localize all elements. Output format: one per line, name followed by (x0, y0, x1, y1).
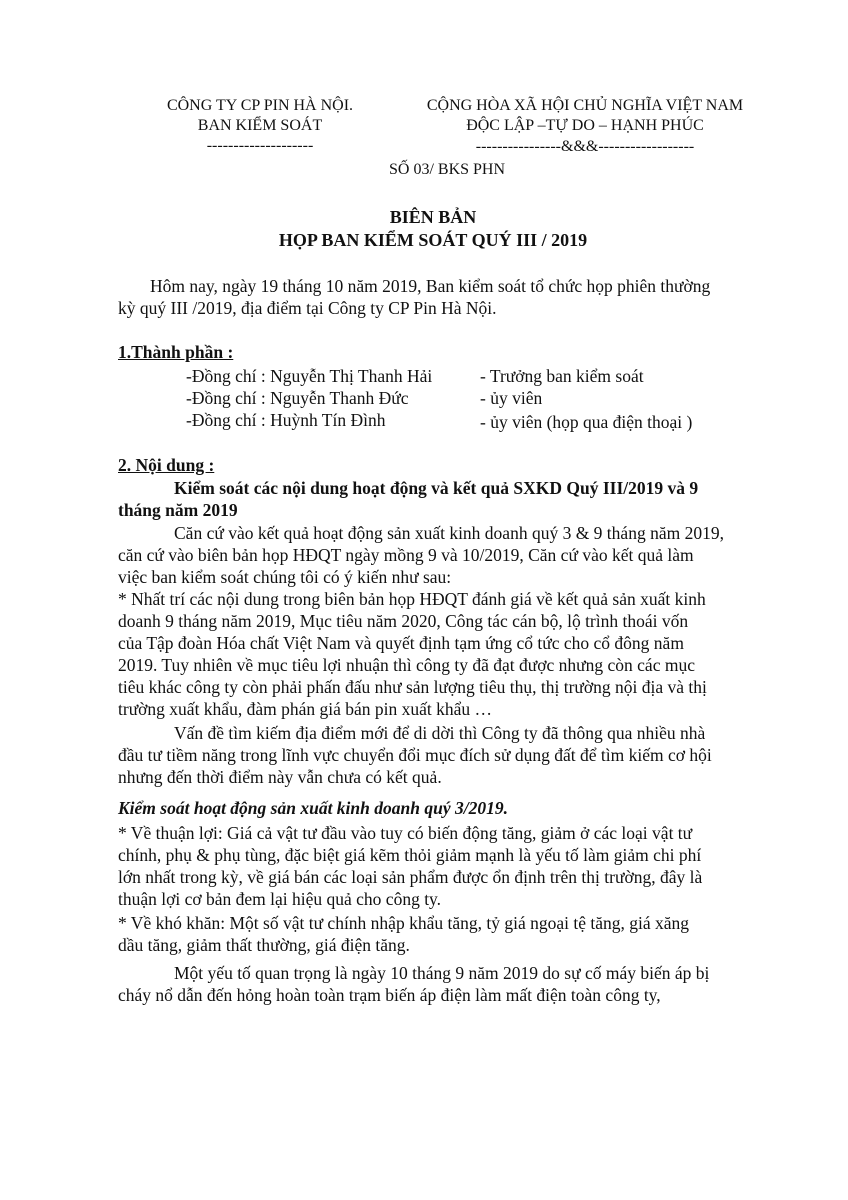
paragraph-incident (118, 962, 800, 1006)
text-line: nhưng đến thời điểm này vẫn chưa có kết quả. (118, 767, 442, 787)
document-subtitle: HỌP BAN KIỂM SOÁT QUÝ III / 2019 (278, 230, 588, 250)
text-line: thuận lợi cơ bản đem lại hiệu quả cho công ty. (118, 889, 442, 909)
member-name: -Đồng chí : Nguyễn Thị Thanh Hải (186, 366, 433, 386)
text-line: của Tập đoàn Hóa chất Việt Nam và quyết định tạm ứng cổ tức cho cổ đông năm (118, 633, 684, 653)
paragraph-advantages (118, 822, 800, 910)
text-line: cháy nổ dẫn đến hỏng hoàn toàn trạm biến áp điện làm mất điện toàn công ty, (118, 985, 661, 1005)
text-line: chính, phụ & phụ tùng, đặc biệt giá kẽm thỏi giảm mạnh là yếu tố làm giảm chi phí (118, 845, 702, 865)
text-line: trường xuất khẩu, đàm phán giá bán pin xuất khẩu … (118, 699, 493, 719)
text-line: dầu tăng, giảm thất thường, giá điện tăng. (118, 935, 410, 955)
text-line: lớn nhất trong kỳ, về giá bán các loại sản phẩm được ổn định trên thị trường, đây là (118, 867, 703, 887)
section2-subheading: Kiểm soát các nội dung hoạt động và kết quả SXKD Quý III/2019 và 9 (174, 478, 699, 498)
member-name: -Đồng chí : Nguyễn Thanh Đức (186, 388, 409, 408)
intro-line: kỳ quý III /2019, địa điểm tại Công ty CP Pin Hà Nội. (118, 298, 497, 318)
text-line: Căn cứ vào kết quả hoạt động sản xuất kinh doanh quý 3 & 9 tháng năm 2019, (174, 523, 724, 543)
document-title: BIÊN BẢN (389, 207, 477, 227)
intro-paragraph (118, 275, 800, 319)
nation-motto: ĐỘC LẬP –TỰ DO – HẠNH PHÚC (466, 117, 704, 134)
section2-heading: 2. Nội dung : (118, 455, 215, 475)
company-rule: -------------------- (206, 137, 314, 154)
section1-heading: 1.Thành phần : (118, 342, 234, 362)
text-line: * Về khó khăn: Một số vật tư chính nhập khẩu tăng, tỷ giá ngoại tệ tăng, giá xăng (118, 913, 689, 933)
company-name: CÔNG TY CP PIN HÀ NỘI. (166, 97, 354, 114)
text-line: Vấn đề tìm kiếm địa điểm mới để di dời thì Công ty đã thông qua nhiều nhà (174, 723, 706, 743)
text-line: 2019. Tuy nhiên về mục tiêu lợi nhuận thì công ty đã đạt được nhưng còn các mục (118, 655, 695, 675)
text-line: * Nhất trí các nội dung trong biên bản họp HĐQT đánh giá về kết quả sản xuất kinh (118, 589, 706, 609)
text-line: căn cứ vào biên bản họp HĐQT ngày mồng 9 và 10/2019, Căn cứ vào kết quả làm (118, 545, 694, 565)
member-role: - ủy viên (họp qua điện thoại ) (480, 412, 693, 432)
member-name: -Đồng chí : Huỳnh Tín Đình (186, 410, 386, 430)
paragraph-difficulties (118, 912, 800, 956)
text-line: * Về thuận lợi: Giá cả vật tư đầu vào tuy có biến động tăng, giảm ở các loại vật tư (118, 823, 693, 843)
member-role: - ủy viên (480, 388, 543, 408)
paragraph-basis (118, 522, 800, 588)
document-number: SỐ 03/ BKS PHN (389, 161, 506, 178)
nation-rule: ----------------&&&------------------ (475, 138, 695, 155)
board-name: BAN KIỂM SOÁT (197, 117, 323, 134)
text-line: doanh 9 tháng năm 2019, Mục tiêu năm 2020, Công tác cán bộ, lộ trình thoái vốn (118, 611, 689, 631)
text-line: Một yếu tố quan trọng là ngày 10 tháng 9 năm 2019 do sự cố máy biến áp bị (174, 963, 710, 983)
section2-subheading-cont: tháng năm 2019 (118, 500, 238, 520)
paragraph-agreement (118, 588, 800, 720)
text-line: đầu tư tiềm năng trong lĩnh vực chuyển đổi mục đích sử dụng đất để tìm kiếm cơ hội (118, 745, 712, 765)
paragraph-relocation (118, 722, 800, 788)
text-line: tiêu khác công ty còn phải phấn đấu như sản lượng tiêu thụ, thị trường nội địa và thị (118, 677, 707, 697)
section2-subheading2: Kiểm soát hoạt động sản xuất kinh doanh quý 3/2019. (118, 798, 508, 818)
nation-name: CỘNG HÒA XÃ HỘI CHỦ NGHĨA VIỆT NAM (426, 97, 744, 114)
text-line: việc ban kiểm soát chúng tôi có ý kiến như sau: (118, 567, 452, 587)
intro-line: Hôm nay, ngày 19 tháng 10 năm 2019, Ban kiểm soát tổ chức họp phiên thường (150, 276, 711, 296)
member-role: - Trưởng ban kiểm soát (480, 366, 644, 386)
